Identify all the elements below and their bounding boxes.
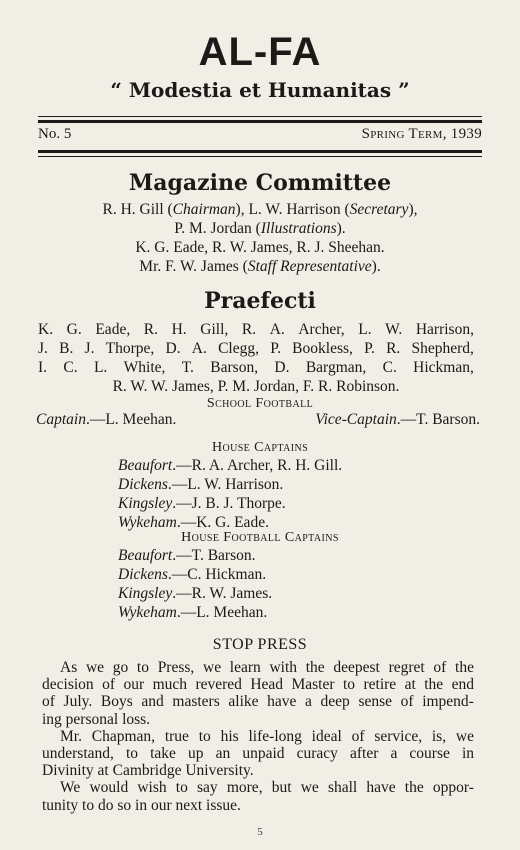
committee-line <box>30 238 490 257</box>
word: Shepherd, <box>411 340 474 357</box>
captain-label: Captain <box>36 411 86 428</box>
word: of <box>42 693 55 711</box>
word: end <box>451 676 474 694</box>
word: we <box>85 659 105 676</box>
word: and <box>141 693 164 711</box>
word: life-long <box>248 727 302 745</box>
school-captain <box>36 411 176 429</box>
word: curacy <box>296 745 338 763</box>
word: C. <box>382 359 397 376</box>
word: J. <box>38 340 48 357</box>
house-captains-list <box>118 456 418 532</box>
word: L. <box>358 321 372 338</box>
word: have <box>366 779 396 797</box>
word: up <box>188 745 204 763</box>
word: Harrison, <box>415 321 474 338</box>
word: to <box>342 676 356 694</box>
word: Head <box>250 676 284 694</box>
committee-line <box>30 219 490 238</box>
word: deepest <box>333 659 380 676</box>
praefecti-line <box>38 358 474 377</box>
word: A. <box>191 340 207 357</box>
word: of <box>433 659 447 676</box>
stop-press-line <box>42 728 474 745</box>
word: would <box>89 779 129 797</box>
word: Mr. <box>60 727 82 745</box>
header-rule-bottom-thick <box>38 150 482 153</box>
praefecti-line <box>38 339 474 358</box>
word: have <box>267 693 297 711</box>
house-football-captains-heading: House Football Captains <box>181 530 339 545</box>
house-row <box>118 565 418 584</box>
word: W. <box>385 321 403 338</box>
word: J. <box>84 340 95 357</box>
word: is, <box>431 727 447 745</box>
house-name: Kingsley <box>118 585 173 602</box>
word: after <box>349 745 379 763</box>
house-row <box>118 584 418 603</box>
word: unpaid <box>242 745 285 763</box>
word: L. <box>93 359 108 376</box>
house-names: .—L. Meehan. <box>176 604 268 621</box>
word: understand, <box>42 745 114 763</box>
word: D. <box>274 359 290 376</box>
house-names: .—K. G. Eade. <box>176 514 269 531</box>
word: R. <box>143 321 159 338</box>
house-names: .—R. W. James. <box>172 585 273 602</box>
word: H. <box>171 321 187 338</box>
word: say <box>197 779 218 797</box>
word: I. <box>38 359 48 376</box>
house-name: Wykeham <box>118 514 177 531</box>
stop-press-line: tunity to do so in our next issue. <box>42 796 241 814</box>
word: we <box>455 727 474 745</box>
word: C. <box>63 359 78 376</box>
word: at <box>404 676 416 694</box>
word: R. <box>241 321 257 338</box>
stop-press-heading: STOP PRESS <box>212 636 308 653</box>
house-name: Dickens <box>118 476 168 493</box>
word: Clegg, <box>218 340 259 357</box>
committee-role: Secretary <box>349 201 409 218</box>
word: more, <box>226 779 263 797</box>
word: Thorpe, <box>105 340 155 357</box>
stop-press-line <box>42 676 474 693</box>
word: P. <box>364 340 375 357</box>
committee-heading: Magazine Committee <box>128 170 392 196</box>
word: Barson, <box>210 359 259 376</box>
committee-list <box>30 200 490 276</box>
word: Master <box>291 676 335 694</box>
word: a <box>390 745 398 763</box>
house-row <box>118 603 418 622</box>
stop-press-line <box>42 779 474 796</box>
school-football-captains <box>36 411 480 429</box>
word: July. <box>63 693 93 711</box>
page-number: 5 <box>257 826 263 838</box>
word: we <box>203 659 222 676</box>
stop-press-line <box>42 659 474 676</box>
word: the <box>305 659 325 676</box>
word: Chapman, <box>91 727 156 745</box>
committee-line <box>30 200 490 219</box>
word: R. <box>386 340 401 357</box>
committee-text: P. M. Jordan ( <box>174 220 261 237</box>
magazine-title: AL-FA <box>198 30 322 74</box>
committee-role: Staff Representative <box>247 258 372 275</box>
stop-press-line: Divinity at Cambridge University. <box>42 762 254 780</box>
word: service, <box>374 727 423 745</box>
word: revered <box>195 676 242 694</box>
word: but <box>271 779 292 797</box>
stop-press-line: ing personal loss. <box>42 710 151 728</box>
stop-press-text <box>42 659 474 814</box>
house-names: .—R. A. Archer, R. H. Gill. <box>172 457 343 474</box>
word: ideal <box>311 727 342 745</box>
word: K. <box>38 321 54 338</box>
word: of <box>400 693 414 711</box>
house-row <box>118 475 418 494</box>
word: decision <box>42 676 94 694</box>
house-names: .—T. Barson. <box>172 547 256 564</box>
praefecti-line <box>38 320 474 339</box>
committee-text: K. G. Eade, R. W. James, R. J. Sheehan. <box>135 239 385 256</box>
word: much <box>152 676 187 694</box>
stop-press-line <box>42 693 474 710</box>
house-name: Kingsley <box>118 495 173 512</box>
word: an <box>215 745 231 763</box>
header-rule-top <box>38 116 482 117</box>
word: Press, <box>157 659 195 676</box>
word: As <box>60 659 78 676</box>
committee-text: ), L. W. Harrison ( <box>235 201 350 218</box>
word: to <box>175 779 188 797</box>
vice-captain-label: Vice-Captain <box>315 411 397 428</box>
word: Hickman, <box>413 359 474 376</box>
praefecti-heading: Praefecti <box>204 288 316 314</box>
word: impend- <box>422 693 474 711</box>
word: learn <box>229 659 261 676</box>
word: go <box>112 659 129 676</box>
house-name: Wykeham <box>118 604 177 621</box>
house-row <box>118 494 418 513</box>
captain-name: .—L. Meehan. <box>85 411 177 428</box>
committee-role: Chairman <box>172 201 236 218</box>
committee-text: ), <box>408 201 418 218</box>
word: oppor- <box>432 779 474 797</box>
word: take <box>150 745 176 763</box>
magazine-motto: “ Modestia et Humanitas ” <box>110 78 410 102</box>
word: wish <box>137 779 167 797</box>
word: G. <box>66 321 82 338</box>
praefecti-line: R. W. W. James, P. M. Jordan, F. R. Robinson. <box>112 378 400 395</box>
committee-text: R. H. Gill ( <box>102 201 173 218</box>
word: to <box>125 745 139 763</box>
word: Bookless, <box>292 340 353 357</box>
house-names: .—L. W. Harrison. <box>167 476 284 493</box>
house-name: Dickens <box>118 566 168 583</box>
word: to <box>136 659 149 676</box>
word: shall <box>327 779 358 797</box>
issue-term: Spring Term, 1939 <box>361 126 482 142</box>
house-name: Beaufort <box>118 547 173 564</box>
word: B. <box>59 340 74 357</box>
vice-captain-name: .—T. Barson. <box>396 411 480 428</box>
praefecti-list <box>38 320 474 396</box>
header-rule-top-thick <box>38 120 482 123</box>
word: A. <box>269 321 285 338</box>
word: his <box>220 727 239 745</box>
committee-text: ). <box>336 220 346 237</box>
word: the <box>404 779 424 797</box>
header-rule-bottom <box>38 156 482 157</box>
word: P. <box>270 340 281 357</box>
issue-line <box>38 126 482 143</box>
word: true <box>164 727 189 745</box>
word: Bargman, <box>305 359 367 376</box>
word: we <box>300 779 319 797</box>
house-football-captains-list <box>118 546 418 622</box>
word: to <box>198 727 211 745</box>
stop-press-line <box>42 745 474 762</box>
house-name: Beaufort <box>118 457 173 474</box>
word: of <box>102 676 116 694</box>
word: the <box>424 676 444 694</box>
word: Gill, <box>200 321 229 338</box>
word: a <box>305 693 312 711</box>
house-row <box>118 456 418 475</box>
school-vice-captain <box>315 411 480 429</box>
house-captains-heading: House Captains <box>211 440 309 455</box>
word: our <box>123 676 145 694</box>
committee-line <box>30 257 490 276</box>
word: the <box>455 659 474 676</box>
word: deep <box>320 693 350 711</box>
word: course <box>409 745 450 763</box>
committee-text: Mr. F. W. James ( <box>139 258 248 275</box>
word: White, <box>123 359 166 376</box>
word: Archer, <box>298 321 345 338</box>
word: regret <box>388 659 425 676</box>
word: alike <box>228 693 259 711</box>
word: D. <box>165 340 181 357</box>
word: retire <box>363 676 397 694</box>
word: masters <box>172 693 220 711</box>
committee-text: ). <box>371 258 381 275</box>
committee-role: Illustrations <box>260 220 337 237</box>
word: sense <box>358 693 393 711</box>
house-row <box>118 546 418 565</box>
word: in <box>461 745 474 763</box>
word: We <box>60 779 81 797</box>
word: T. <box>181 359 194 376</box>
word: Boys <box>100 693 133 711</box>
house-names: .—J. B. J. Thorpe. <box>172 495 286 512</box>
word: with <box>269 659 298 676</box>
house-names: .—C. Hickman. <box>167 566 267 583</box>
word: Eade, <box>95 321 131 338</box>
word: of <box>351 727 365 745</box>
issue-number: No. 5 <box>38 126 72 142</box>
school-football-heading: School Football <box>206 396 314 411</box>
